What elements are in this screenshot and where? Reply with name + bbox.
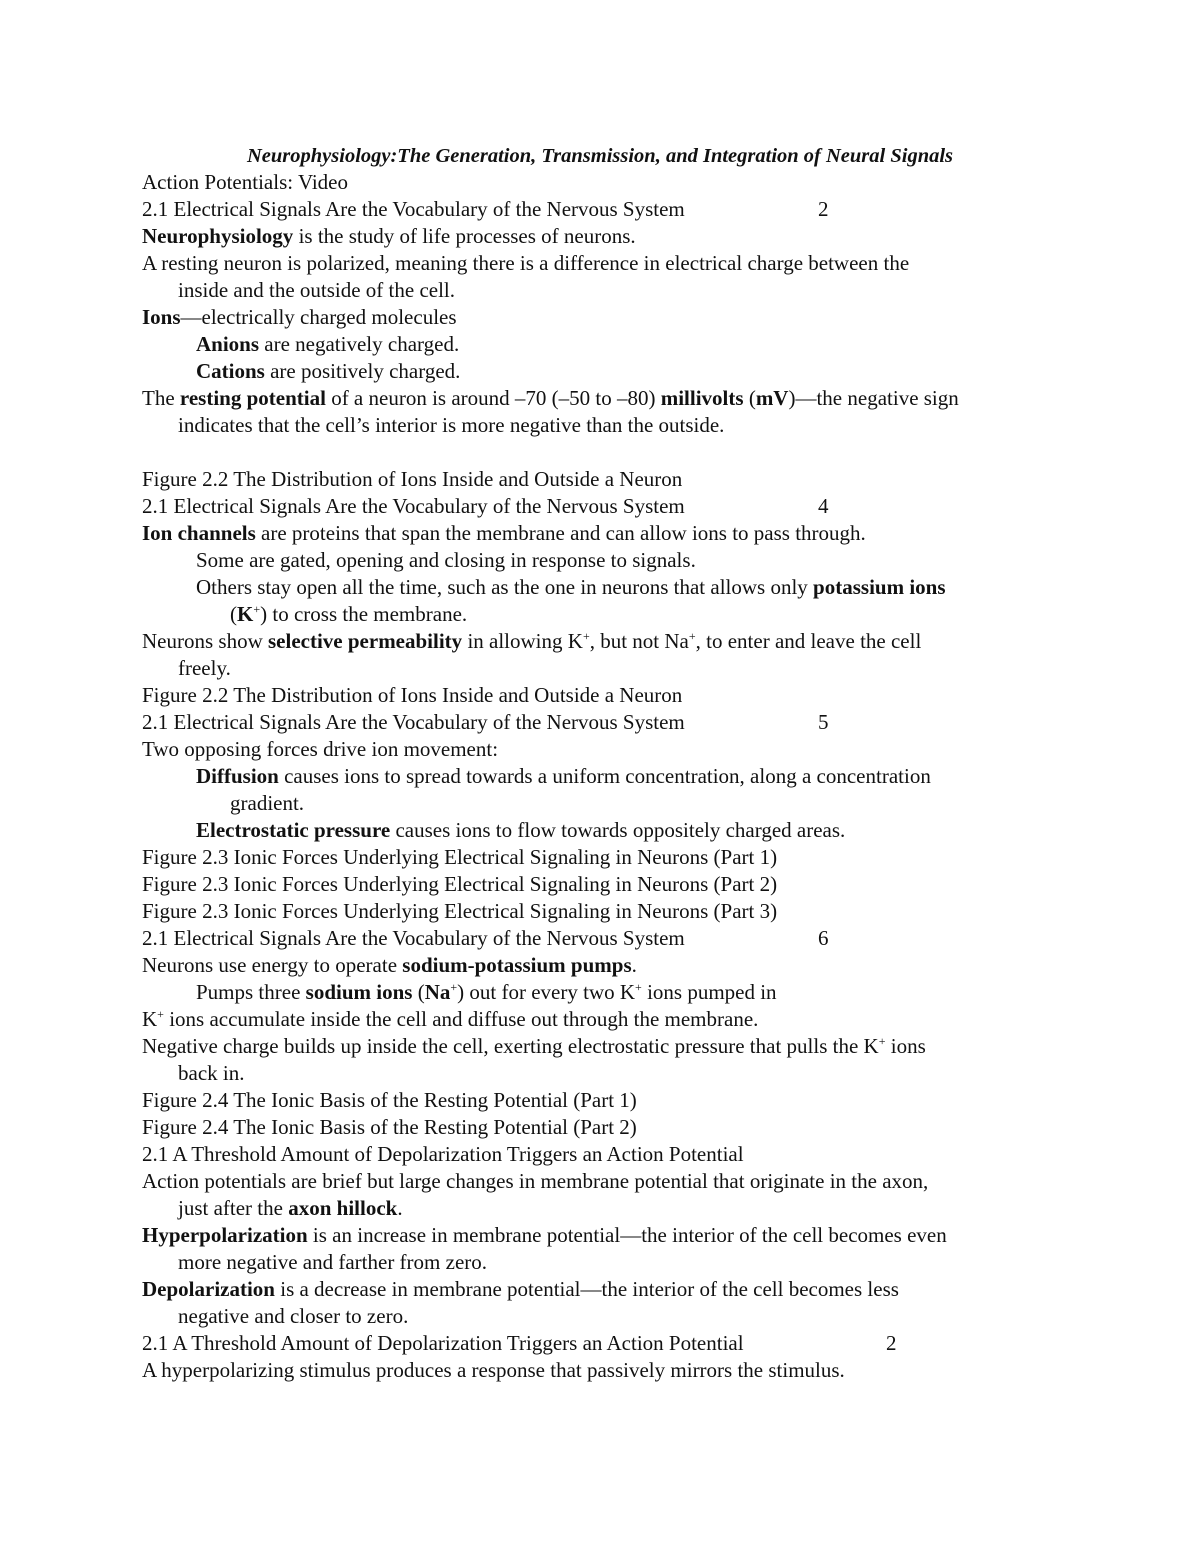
text: The [142,386,180,410]
term: Ion channels [142,521,256,545]
text: )—the negative sign [788,386,959,410]
figure-caption: Figure 2.3 Ionic Forces Underlying Electrical Signaling in Neurons (Part 3) [142,899,778,923]
text-line [142,304,1142,331]
text: is a decrease in membrane potential—the interior of the cell becomes less [274,1277,899,1301]
section-title: 2.1 A Threshold Amount of Depolarization Triggers an Action Potential [142,1331,744,1355]
text-line [142,1006,1142,1033]
blank-line [142,439,1142,466]
text: causes ions to flow towards oppositely charged areas. [390,818,846,842]
slide-heading [142,709,1142,736]
text: are negatively charged. [259,332,460,356]
text: Neurons show [142,629,268,653]
text-line [142,520,1142,547]
figure-caption: Figure 2.4 The Ionic Basis of the Resting Potential (Part 1) [142,1088,637,1112]
text-line [142,331,1142,358]
text: is the study of life processes of neurons. [293,224,636,248]
text-line: Action potentials are brief but large changes in membrane potential that originate in the axon, [142,1169,929,1193]
document-body [142,169,1142,1384]
text: in allowing K [462,629,583,653]
superscript: + [157,1007,164,1021]
document-title: Neurophysiology:The Generation, Transmission, and Integration of Neural Signals [246,145,954,167]
text: to cross the membrane. [267,602,468,626]
term: Depolarization [142,1277,275,1301]
text-line: indicates that the cell’s interior is more negative than the outside. [178,413,725,437]
term: Neurophysiology [142,224,294,248]
text: Neurons use energy to operate [142,953,403,977]
term: axon hillock [288,1196,398,1220]
term: Hyperpolarization [142,1223,308,1247]
text-line [142,952,1142,979]
slide-number: 6 [818,926,829,950]
term: resting potential [179,386,326,410]
text: causes ions to spread towards a uniform concentration, along a concentration [278,764,931,788]
term: Na [424,980,451,1004]
term: Electrostatic pressure [196,818,391,842]
text-line: more negative and farther from zero. [178,1250,488,1274]
term: Anions [196,332,260,356]
section-title: 2.1 Electrical Signals Are the Vocabulary of the Nervous System [142,926,685,950]
text: Negative charge builds up inside the cell, exerting electrostatic pressure that pulls the K [142,1034,879,1058]
text: —electrically charged molecules [180,305,457,329]
superscript: + [253,602,261,616]
text-line: Two opposing forces drive ion movement: [142,737,499,761]
text-line: back in. [178,1061,245,1085]
text-line [142,223,1142,250]
section-title: 2.1 Electrical Signals Are the Vocabulary of the Nervous System [142,197,685,221]
text-line [142,358,1142,385]
slide-number: 4 [818,494,829,518]
superscript: + [582,629,590,643]
text: is an increase in membrane potential—the interior of the cell becomes even [307,1223,947,1247]
text-line: gradient. [230,791,305,815]
text-line [142,979,1142,1006]
text: ions [885,1034,926,1058]
term: Ions [142,305,181,329]
text-line [142,628,1142,655]
text-line [142,817,1142,844]
slide-number: 5 [818,710,829,734]
slide-number: 2 [886,1331,897,1355]
section-title: 2.1 Electrical Signals Are the Vocabulary of the Nervous System [142,710,685,734]
text: of a neuron is around –70 (–50 to –80) [325,386,661,410]
term: Cations [196,359,265,383]
slide-heading [142,1141,1142,1168]
term: millivolts [660,386,744,410]
figure-caption: Figure 2.2 The Distribution of Ions Inside and Outside a Neuron [142,467,683,491]
text: K [142,1007,158,1031]
text: just after the [178,1196,289,1220]
text: Pumps three [196,980,306,1004]
text-line: inside and the outside of the cell. [178,278,456,302]
text: ( [743,386,756,410]
text: ( [412,980,425,1004]
text-line [142,385,1142,412]
superscript: + [635,980,642,994]
text-line [142,763,1142,790]
text-line [142,1195,1142,1222]
section-title: 2.1 A Threshold Amount of Depolarization Triggers an Action Potential [142,1142,744,1166]
term: sodium-potassium pumps [402,953,632,977]
term: potassium ions [813,575,946,599]
term: mV [755,386,789,410]
text: are positively charged. [264,359,461,383]
slide-heading [142,925,1142,952]
text: , to enter and leave the cell [695,629,922,653]
text-line: A hyperpolarizing stimulus produces a response that passively mirrors the stimulus. [142,1358,845,1382]
text-line [142,1276,1142,1303]
superscript: + [450,980,458,994]
text: , but not Na [589,629,689,653]
slide-number: 2 [818,197,829,221]
term: K [237,602,254,626]
text-line: A resting neuron is polarized, meaning there is a difference in electrical charge between the [142,251,910,275]
text-line: Some are gated, opening and closing in response to signals. [196,548,696,572]
figure-caption: Figure 2.4 The Ionic Basis of the Resting Potential (Part 2) [142,1115,637,1139]
text: . [631,953,637,977]
text: ions accumulate inside the cell and diffuse out through the membrane. [163,1007,759,1031]
text-line: freely. [178,656,231,680]
text: ions pumped in [641,980,777,1004]
text: Others stay open all the time, such as the one in neurons that allows only [196,575,814,599]
figure-caption: Figure 2.3 Ionic Forces Underlying Electrical Signaling in Neurons (Part 1) [142,845,778,869]
superscript: + [688,629,696,643]
text-line [142,1222,1142,1249]
text: are proteins that span the membrane and can allow ions to pass through. [255,521,866,545]
text-line: (K+) to cross the membrane. [230,602,468,626]
text: ) out for every two K [457,980,636,1004]
section-title: 2.1 Electrical Signals Are the Vocabulary of the Nervous System [142,494,685,518]
text: . [397,1196,403,1220]
superscript: + [878,1034,886,1048]
figure-caption: Figure 2.2 The Distribution of Ions Inside and Outside a Neuron [142,683,683,707]
text-line: negative and closer to zero. [178,1304,409,1328]
text-line [142,1033,1142,1060]
figure-caption: Figure 2.3 Ionic Forces Underlying Electrical Signaling in Neurons (Part 2) [142,872,778,896]
slide-heading [142,493,1142,520]
slide-heading: Action Potentials: Video [142,170,349,194]
text-line [142,574,1142,601]
slide-heading [142,196,1142,223]
term: selective permeability [268,629,463,653]
term: sodium ions [305,980,413,1004]
term: Diffusion [196,764,279,788]
slide-heading [142,1330,1142,1357]
